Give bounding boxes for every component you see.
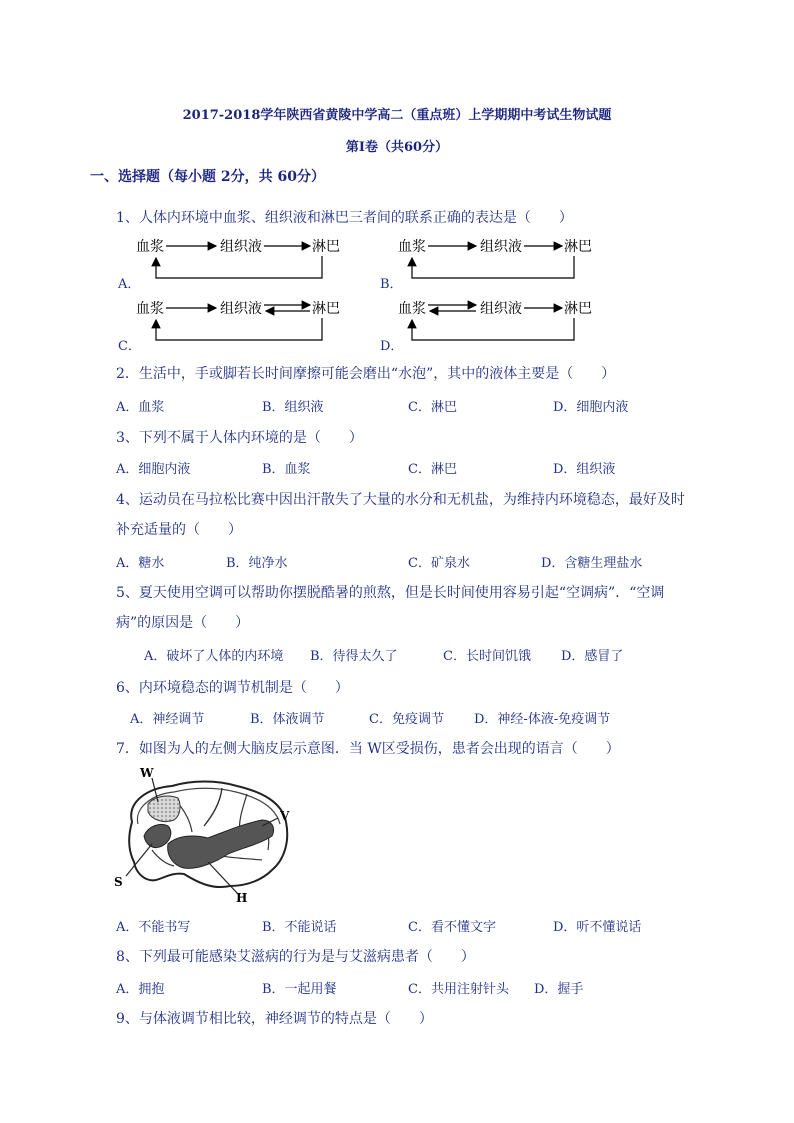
q6-option-c: C．免疫调节 bbox=[369, 712, 444, 727]
q4-option-c: C．矿泉水 bbox=[408, 556, 470, 571]
section-title: 一、选择题（每小题 2分，共 60分） bbox=[90, 169, 325, 185]
question-2-stem: 2．生活中，手或脚若长时间摩擦可能会磨出“水泡”，其中的液体主要是（ ） bbox=[116, 366, 616, 382]
q6-option-d: D．神经-体液-免疫调节 bbox=[474, 712, 611, 727]
q5-option-a: A．破坏了人体的内环境 bbox=[144, 649, 284, 664]
diagram-d-plasma: 血浆 bbox=[398, 301, 426, 317]
q5-option-c: C．长时间饥饿 bbox=[443, 649, 531, 664]
q2-option-b: B．组织液 bbox=[262, 400, 324, 415]
brain-label-v: V bbox=[280, 809, 290, 823]
q1-label-b: B． bbox=[380, 277, 403, 292]
diagram-b-plasma: 血浆 bbox=[398, 239, 426, 255]
q1-diagram-d bbox=[398, 296, 598, 352]
q3-option-d: D．组织液 bbox=[553, 462, 616, 477]
q2-option-c: C．淋巴 bbox=[408, 400, 457, 415]
q8-option-a: A．拥抱 bbox=[116, 982, 165, 997]
diagram-c-plasma: 血浆 bbox=[136, 301, 164, 317]
volume-title: 第Ⅰ卷（共60分） bbox=[345, 140, 449, 155]
q8-option-d: D．握手 bbox=[534, 982, 584, 997]
q7-option-b: B．不能说话 bbox=[262, 920, 337, 935]
q1-diagram-a bbox=[136, 234, 351, 290]
q8-option-b: B．一起用餐 bbox=[262, 982, 337, 997]
q3-option-b: B．血浆 bbox=[262, 462, 311, 477]
question-5-stem-line1: 5、夏天使用空调可以帮助你摆脱酷暑的煎熬，但是长时间使用容易引起“空调病”．“空调 bbox=[116, 585, 665, 601]
q7-option-a: A．不能书写 bbox=[116, 920, 191, 935]
q7-option-d: D．听不懂说话 bbox=[553, 920, 642, 935]
diagram-d-tissue: 组织液 bbox=[480, 301, 522, 317]
diagram-a-tissue: 组织液 bbox=[220, 239, 262, 255]
q3-option-c: C．淋巴 bbox=[408, 462, 457, 477]
q1-diagram-c bbox=[136, 296, 351, 352]
question-4-stem-line1: 4、运动员在马拉松比赛中因出汗散失了大量的水分和无机盐，为维持内环境稳态，最好及时 bbox=[116, 492, 685, 508]
question-9-stem: 9、与体液调节相比较，神经调节的特点是（ ） bbox=[116, 1011, 433, 1027]
brain-label-w: W bbox=[140, 766, 154, 780]
diagram-c-tissue: 组织液 bbox=[220, 301, 262, 317]
q1-label-d: D． bbox=[380, 339, 404, 354]
q1-diagram-b bbox=[398, 234, 598, 290]
q6-option-b: B．体液调节 bbox=[250, 712, 325, 727]
diagram-a-plasma: 血浆 bbox=[136, 239, 164, 255]
diagram-a-lymph: 淋巴 bbox=[312, 239, 340, 255]
q8-option-c: C．共用注射针头 bbox=[408, 982, 509, 997]
q3-option-a: A．细胞内液 bbox=[116, 462, 191, 477]
brain-label-s: S bbox=[114, 875, 123, 889]
q5-option-b: B．待得太久了 bbox=[310, 649, 398, 664]
brain-label-h: H bbox=[236, 891, 248, 904]
q1-label-c: C． bbox=[118, 339, 141, 354]
question-5-stem-line2: 病”的原因是（ ） bbox=[116, 615, 250, 631]
question-4-stem-line2: 补充适量的（ ） bbox=[116, 522, 242, 538]
q4-option-b: B．纯净水 bbox=[226, 556, 288, 571]
q2-option-a: A．血浆 bbox=[116, 400, 165, 415]
q6-option-a: A．神经调节 bbox=[130, 712, 205, 727]
q5-option-d: D．感冒了 bbox=[561, 649, 624, 664]
brain-diagram bbox=[112, 762, 302, 904]
q7-option-c: C．看不懂文字 bbox=[408, 920, 496, 935]
q2-option-d: D．细胞内液 bbox=[553, 400, 629, 415]
exam-title: 2017-2018学年陕西省黄陵中学高二（重点班）上学期期中考试生物试题 bbox=[182, 108, 612, 123]
question-6-stem: 6、内环境稳态的调节机制是（ ） bbox=[116, 680, 349, 696]
diagram-d-lymph: 淋巴 bbox=[564, 301, 592, 317]
q4-option-d: D．含糖生理盐水 bbox=[541, 556, 643, 571]
diagram-c-lymph: 淋巴 bbox=[312, 301, 340, 317]
diagram-b-tissue: 组织液 bbox=[480, 239, 522, 255]
question-8-stem: 8、下列最可能感染艾滋病的行为是与艾滋病患者（ ） bbox=[116, 949, 475, 965]
q4-option-a: A．糖水 bbox=[116, 556, 165, 571]
question-1-stem: 1、人体内环境中血浆、组织液和淋巴三者间的联系正确的表达是（ ） bbox=[116, 210, 573, 226]
q1-label-a: A． bbox=[118, 277, 141, 292]
question-7-stem: 7．如图为人的左侧大脑皮层示意图．当 W区受损伤，患者会出现的语言（ ） bbox=[116, 741, 620, 757]
diagram-b-lymph: 淋巴 bbox=[564, 239, 592, 255]
question-3-stem: 3、下列不属于人体内环境的是（ ） bbox=[116, 430, 363, 446]
